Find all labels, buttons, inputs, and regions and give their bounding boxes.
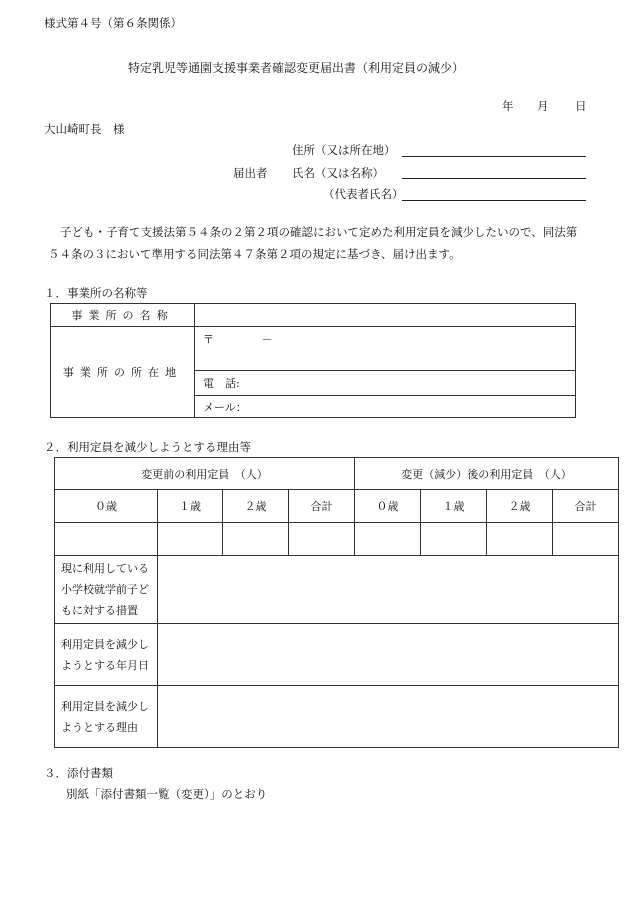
phone-label: 電 話: xyxy=(203,377,240,390)
postal-mark: 〒 xyxy=(203,333,214,346)
postal-code-field[interactable] xyxy=(195,327,576,371)
representative-label: （代表者氏名） xyxy=(323,187,404,201)
section3-heading: ３．添付書類 xyxy=(44,766,113,780)
age-col-after-2: ２歳 xyxy=(487,490,553,523)
after-header: 変更（減少）後の利用定員 （人） xyxy=(355,458,619,490)
attachment-text: 別紙「添付書類一覧（変更）」のとおり xyxy=(66,787,268,801)
mail-label: メール： xyxy=(203,400,247,414)
address-label: 住所（又は所在地） xyxy=(292,143,396,157)
date-month: 月 xyxy=(537,99,549,113)
before-header: 変更前の利用定員 （人） xyxy=(55,458,355,490)
representative-field[interactable] xyxy=(402,200,586,201)
postal-dash: － xyxy=(261,333,273,346)
facility-name-field[interactable] xyxy=(195,304,576,327)
facility-name-label: 事業所の名称 xyxy=(51,304,195,327)
capacity-after-0-field[interactable] xyxy=(355,523,421,556)
reduction-date-label: 利用定員を減少しようとする年月日 xyxy=(55,624,158,686)
age-col-after-total: 合計 xyxy=(553,490,619,523)
facility-location-label: 事業所の所在地 xyxy=(51,327,195,418)
name-label: 氏名（又は名称） xyxy=(292,166,384,180)
age-col-before-total: 合計 xyxy=(289,490,355,523)
measures-field[interactable] xyxy=(158,556,619,624)
reduction-reason-label: 利用定員を減少しようとする理由 xyxy=(55,686,158,748)
reduction-date-field[interactable] xyxy=(158,624,619,686)
addressee: 大山崎町長 様 xyxy=(44,122,125,136)
capacity-after-total-field[interactable] xyxy=(553,523,619,556)
age-col-after-0: ０歳 xyxy=(355,490,421,523)
age-col-before-1: １歳 xyxy=(158,490,223,523)
capacity-before-total-field[interactable] xyxy=(289,523,355,556)
capacity-after-1-field[interactable] xyxy=(421,523,487,556)
capacity-after-2-field[interactable] xyxy=(487,523,553,556)
capacity-before-1-field[interactable] xyxy=(158,523,223,556)
form-number: 様式第４号（第６条関係） xyxy=(44,16,182,30)
section1-heading: １．事業所の名称等 xyxy=(44,286,148,300)
name-field[interactable] xyxy=(402,178,586,179)
measures-label: 現に利用している小学校就学前子どもに対する措置 xyxy=(55,556,158,624)
reduction-reason-field[interactable] xyxy=(158,686,619,748)
mail-field[interactable] xyxy=(195,396,576,418)
address-field[interactable] xyxy=(402,156,586,157)
phone-field[interactable] xyxy=(195,371,576,396)
age-col-before-2: ２歳 xyxy=(223,490,289,523)
capacity-before-2-field[interactable] xyxy=(223,523,289,556)
date-year: 年 xyxy=(502,99,514,113)
capacity-table xyxy=(54,457,619,748)
body-text: 子ども・子育て支援法第５４条の２第２項の確認において定めた利用定員を減少したいので、同法第５４条の３において準用する同法第４７条第２項の規定に基づき、届け出ます。 xyxy=(48,225,578,261)
age-col-before-0: ０歳 xyxy=(55,490,158,523)
capacity-before-0-field[interactable] xyxy=(55,523,158,556)
facility-table xyxy=(50,303,576,418)
section2-heading: ２．利用定員を減少しようとする理由等 xyxy=(44,440,251,454)
date-day: 日 xyxy=(575,99,587,113)
page-title: 特定乳児等通園支援事業者確認変更届出書（利用定員の減少） xyxy=(128,61,465,75)
age-col-after-1: １歳 xyxy=(421,490,487,523)
submitter-label: 届出者 xyxy=(233,166,268,180)
